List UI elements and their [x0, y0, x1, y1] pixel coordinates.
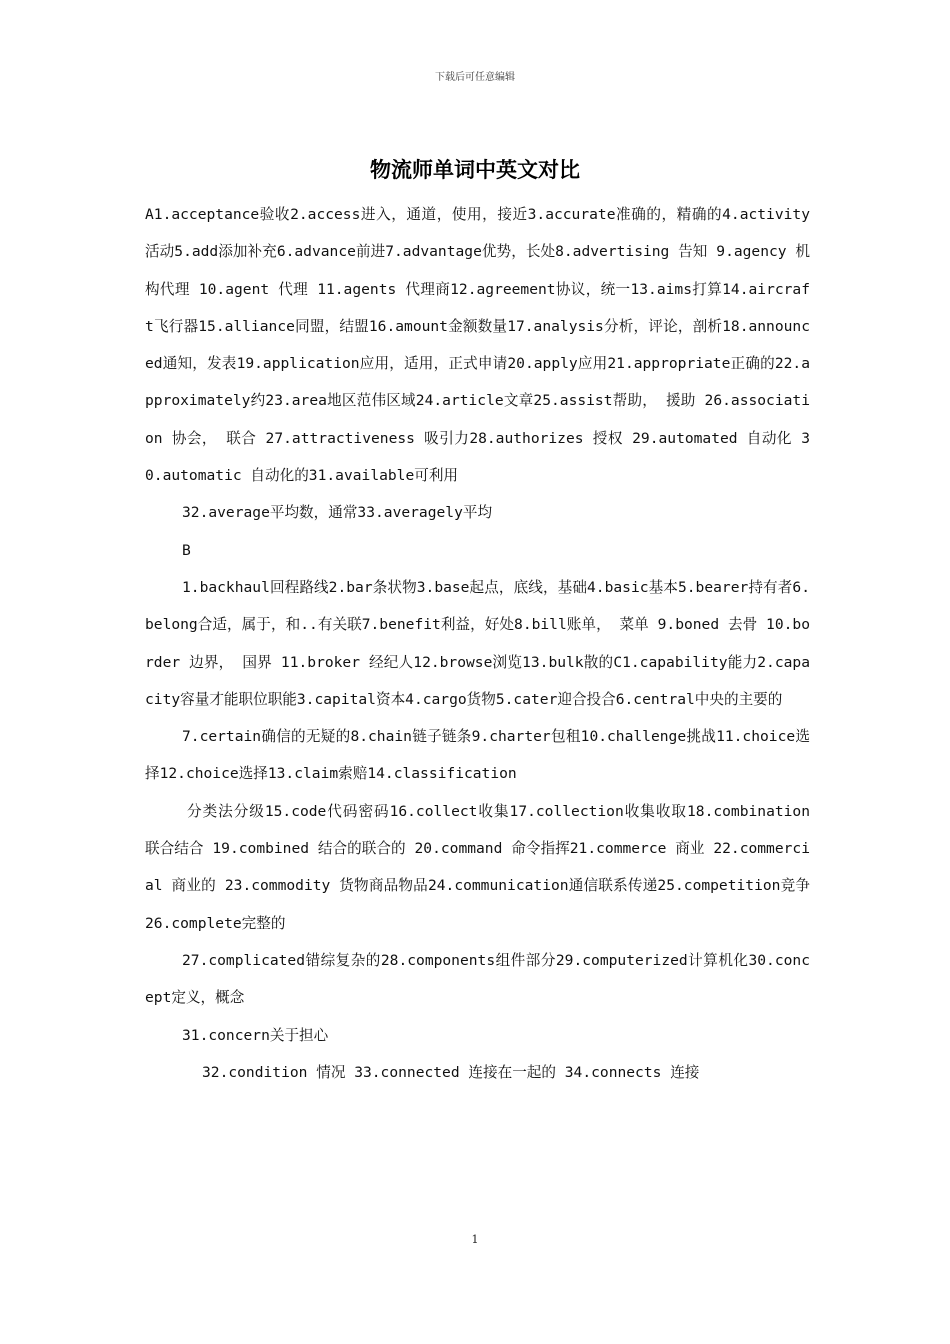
paragraph-complicated: 27.complicated错综复杂的28.components组件部分29.computerized计算机化30.concept定义，概念 [145, 951, 810, 1007]
page-number: 1 [471, 1233, 479, 1246]
paragraph-certain: 7.certain确信的无疑的8.chain链子链条9.charter包租10.challenge挑战11.choice选择12.choice选择13.claim索赔14.classification [145, 728, 810, 783]
paragraph-classification: 分类法分级15.code代码密码16.collect收集17.collection收集收取18.combination 联合结合 19.combined 结合的联合的 20.command 命令指挥21.commerce 商业 22.commercial 商业的 23.commodity 货物商品物品24.communication通信联系传递25.competition竞争26.complete完整的 [145, 802, 810, 932]
header-note: 下载后可任意编辑 [435, 72, 515, 83]
paragraph-average: 32.average平均数，通常33.averagely平均 [182, 504, 493, 522]
paragraph-condition: 32.condition 情况 33.connected 连接在一起的 34.connects 连接 [202, 1063, 700, 1081]
section-heading-b: B [182, 541, 191, 559]
paragraph-a-words: A1.acceptance验收2.access进入，通道，使用，接近3.accurate准确的，精确的4.activity活动5.add添加补充6.advance前进7.advantage优势，长处8.advertising 告知 9.agency 机构代理 10.agent 代理 11.agents 代理商12.agreement协议，统一13.aims打算14.aircraft飞行器15.alliance同盟，结盟16.amount金额数量17.analysis分析，评论，剖析18.announced通知，发表19.application应用，适用，正式申请20.apply应用21.appropriate正确的22.approximately约23.area地区范伟区域24.article文章25.assist帮助， 援助 26.association 协会， 联合 27.attractiveness 吸引力28.authorizes 授权 29.automated 自动化 30.automatic 自动化的31.available可利用 [145, 206, 810, 485]
paragraph-b-c-words: 1.backhaul回程路线2.bar条状物3.base起点，底线，基础4.basic基本5.bearer持有者6.belong合适，属于，和..有关联7.benefit利益，好处8.bill账单， 菜单 9.boned 去骨 10.border 边界， 国界 11.broker 经纪人12.browse浏览13.bulk散的C1.capability能力2.capacity容量才能职位职能3.capital资本4.cargo货物5.cater迎合投合6.central中央的主要的 [145, 578, 810, 708]
document-body [145, 196, 810, 1091]
document-title: 物流师单词中英文对比 [370, 158, 580, 182]
paragraph-concern: 31.concern关于担心 [182, 1026, 329, 1044]
